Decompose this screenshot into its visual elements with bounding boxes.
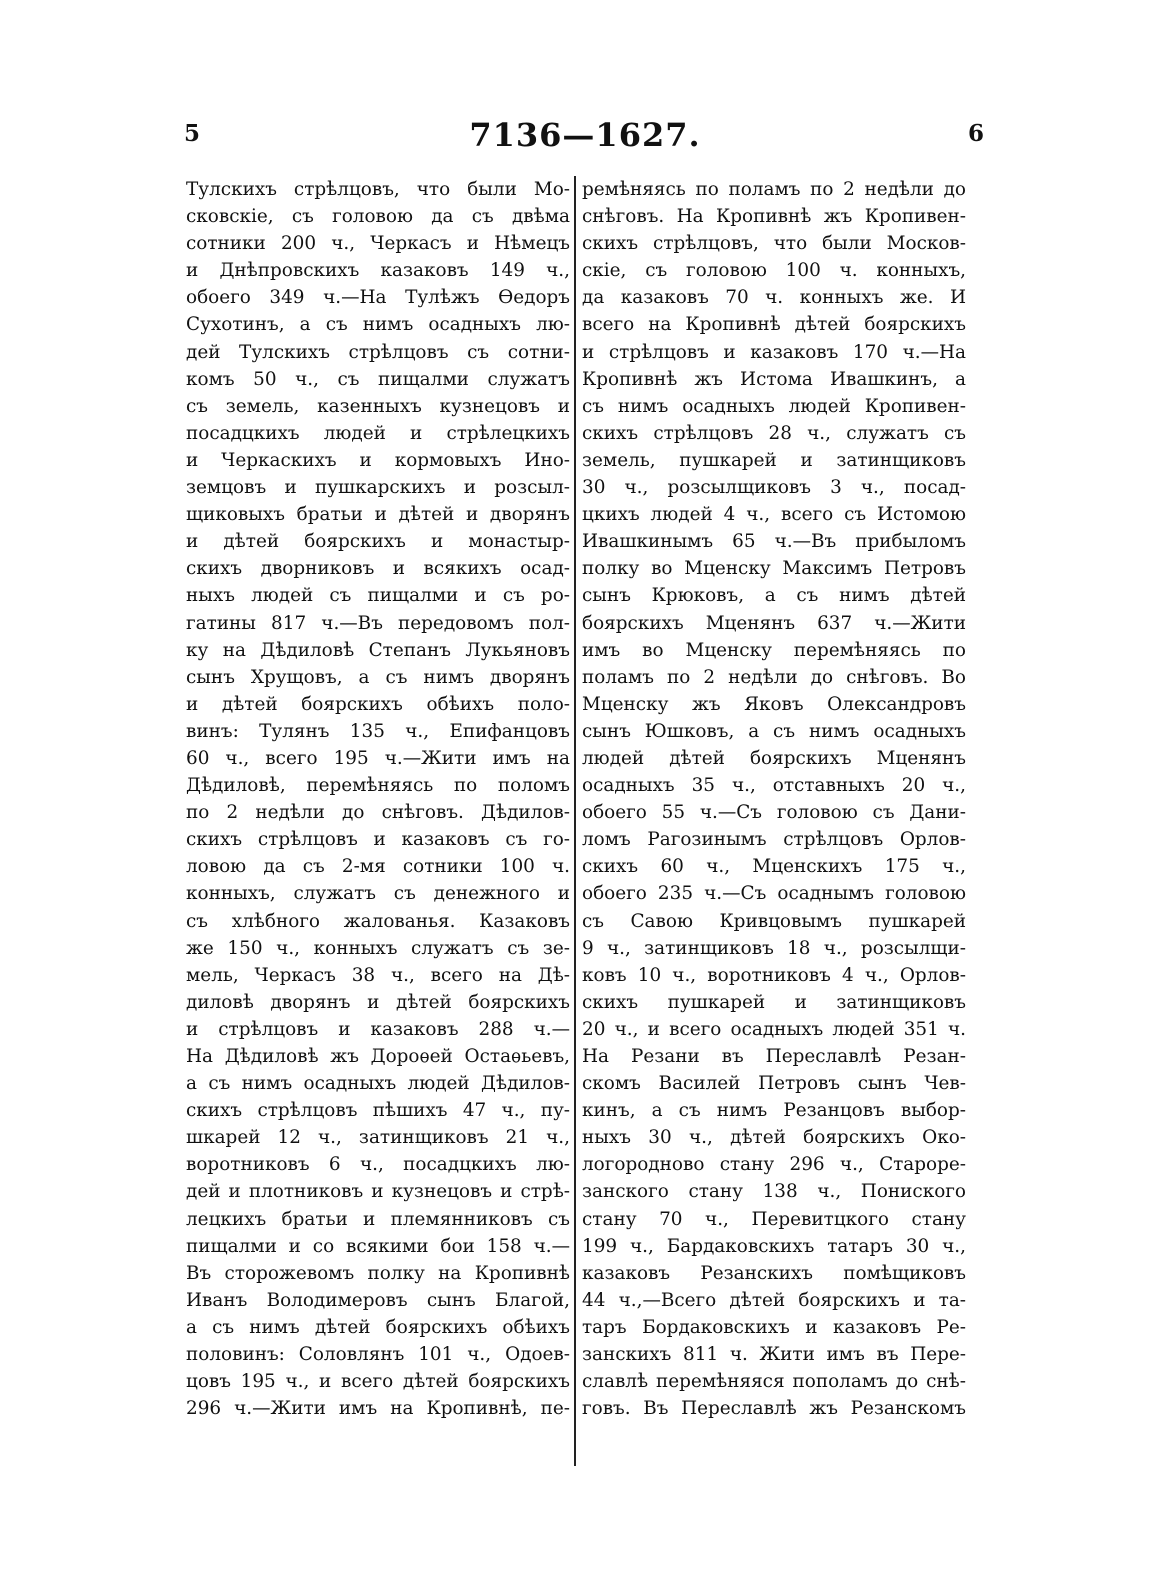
- text-line: занского стану 138 ч., Пониского: [582, 1181, 966, 1203]
- text-line: мель, Черкасъ 38 ч., всего на Дѣ-: [186, 964, 570, 986]
- text-line: комъ 50 ч., съ пищалми служатъ: [186, 368, 570, 390]
- text-line: ловою да съ 2-мя сотники 100 ч.: [186, 856, 570, 878]
- text-line: На Резани въ Переславлѣ Резан-: [582, 1046, 966, 1067]
- text-line: а съ нимъ дѣтей боярскихъ обѣихъ: [186, 1316, 570, 1338]
- left-text-column: [186, 176, 570, 1422]
- text-line: занскихъ 811 ч. Жити имъ въ Пере-: [582, 1344, 966, 1366]
- text-line: же 150 ч., конныхъ служатъ съ зе-: [186, 937, 570, 959]
- text-line: скихъ стрѣлцовъ пѣшихъ 47 ч., пу-: [186, 1100, 570, 1122]
- text-line: диловѣ дворянъ и дѣтей боярскихъ: [186, 991, 570, 1013]
- text-line: и стрѣлцовъ и казаковъ 288 ч.—: [186, 1018, 570, 1040]
- text-line: снѣговъ. На Кропивнѣ жъ Кропивен-: [582, 206, 966, 228]
- text-line: цкихъ людей 4 ч., всего съ Истомою: [582, 504, 966, 526]
- text-line: земель, пушкарей и затинщиковъ: [582, 449, 966, 471]
- text-line: и дѣтей боярскихъ обѣихъ поло-: [186, 693, 570, 715]
- text-line: 30 ч., розсылщиковъ 3 ч., посад-: [582, 477, 966, 499]
- text-line: сынъ Крюковъ, а съ нимъ дѣтей: [582, 585, 966, 607]
- text-line: сынъ Хрущовъ, а съ нимъ дворянъ: [186, 666, 570, 688]
- text-line: ку на Дѣдиловѣ Степанъ Лукьяновъ: [186, 639, 570, 661]
- text-line: обоего 55 ч.—Съ головою съ Дани-: [582, 802, 966, 824]
- text-line: скихъ дворниковъ и всякихъ осад-: [186, 558, 570, 580]
- text-line: 296 ч.—Жити имъ на Кропивнѣ, пе-: [186, 1398, 570, 1420]
- text-line: половинъ: Соловлянъ 101 ч., Одоев-: [186, 1344, 570, 1366]
- text-line: славлѣ перемѣняяся пополамъ до снѣ-: [582, 1371, 966, 1393]
- text-line: всего на Кропивнѣ дѣтей боярскихъ: [582, 314, 966, 336]
- text-line: сотники 200 ч., Черкасъ и Нѣмецъ: [186, 233, 570, 255]
- text-line: да казаковъ 70 ч. конныхъ же. И: [582, 287, 966, 309]
- text-line: сынъ Юшковъ, а съ нимъ осадныхъ: [582, 720, 966, 742]
- text-line: скихъ 60 ч., Мценскихъ 175 ч.,: [582, 856, 966, 878]
- text-line: Кропивнѣ жъ Истома Ивашкинъ, а: [582, 368, 966, 390]
- text-line: дей Тулскихъ стрѣлцовъ съ сотни-: [186, 341, 570, 363]
- text-line: 9 ч., затинщиковъ 18 ч., розсылщи-: [582, 937, 966, 959]
- text-line: пищалми и со всякими бои 158 ч.—: [186, 1235, 570, 1257]
- text-line: Тулскихъ стрѣлцовъ, что были Мо-: [186, 179, 570, 200]
- text-line: съ хлѣбного жалованья. Казаковъ: [186, 910, 570, 932]
- text-line: людей дѣтей боярскихъ Мценянъ: [582, 747, 966, 769]
- column-divider: [574, 176, 576, 1466]
- text-line: и дѣтей боярскихъ и монастыр-: [186, 531, 570, 553]
- text-line: стану 70 ч., Перевитцкого стану: [582, 1208, 966, 1230]
- text-line: скомъ Василей Петровъ сынъ Чев-: [582, 1073, 966, 1095]
- text-line: шкарей 12 ч., затинщиковъ 21 ч.,: [186, 1127, 570, 1149]
- text-line: ремѣняясь по поламъ по 2 недѣли до: [582, 179, 966, 200]
- right-text-column: [582, 176, 966, 1422]
- text-line: цовъ 195 ч., и всего дѣтей боярскихъ: [186, 1371, 570, 1393]
- text-line: ломъ Рагозинымъ стрѣлцовъ Орлов-: [582, 829, 966, 851]
- page-number-right: 6: [967, 120, 984, 147]
- text-line: скихъ пушкарей и затинщиковъ: [582, 991, 966, 1013]
- text-line: ныхъ 30 ч., дѣтей боярскихъ Око-: [582, 1127, 966, 1149]
- text-line: осадныхъ 35 ч., отставныхъ 20 ч.,: [582, 775, 966, 797]
- text-line: таръ Бордаковскихъ и казаковъ Ре-: [582, 1316, 966, 1338]
- text-line: и Днѣпровскихъ казаковъ 149 ч.,: [186, 260, 570, 282]
- page-number-left: 5: [184, 120, 201, 147]
- text-line: и стрѣлцовъ и казаковъ 170 ч.—На: [582, 341, 966, 363]
- text-line: ковъ 10 ч., воротниковъ 4 ч., Орлов-: [582, 964, 966, 986]
- text-line: гатины 817 ч.—Въ передовомъ пол-: [186, 612, 570, 634]
- text-line: боярскихъ Мценянъ 637 ч.—Жити: [582, 612, 966, 634]
- text-line: обоего 349 ч.—На Тулѣжъ Ѳедоръ: [186, 287, 570, 309]
- text-line: съ земель, казенныхъ кузнецовъ и: [186, 395, 570, 417]
- text-line: и Черкаскихъ и кормовыхъ Ино-: [186, 449, 570, 471]
- text-line: ныхъ людей съ пищалми и съ ро-: [186, 585, 570, 607]
- text-line: На Дѣдиловѣ жъ Дороѳей Остаѳьевъ,: [186, 1046, 570, 1067]
- text-line: поламъ по 2 недѣли до снѣговъ. Во: [582, 666, 966, 688]
- text-line: Мценску жъ Яковъ Олександровъ: [582, 693, 966, 715]
- text-line: съ нимъ осадныхъ людей Кропивен-: [582, 395, 966, 417]
- text-line: воротниковъ 6 ч., посадцкихъ лю-: [186, 1154, 570, 1176]
- text-line: 20 ч., и всего осадныхъ людей 351 ч.: [582, 1018, 966, 1040]
- text-line: лецкихъ братьи и племянниковъ съ: [186, 1208, 570, 1230]
- text-line: логородново стану 296 ч., Староре-: [582, 1154, 966, 1176]
- text-line: Въ сторожевомъ полку на Кропивнѣ: [186, 1262, 570, 1284]
- text-line: скихъ стрѣлцовъ и казаковъ съ го-: [186, 829, 570, 851]
- text-line: 60 ч., всего 195 ч.—Жити имъ на: [186, 747, 570, 769]
- text-line: скіе, съ головою 100 ч. конныхъ,: [582, 260, 966, 282]
- text-line: Сухотинъ, а съ нимъ осадныхъ лю-: [186, 314, 570, 336]
- running-head-year: 7136—1627.: [469, 116, 701, 154]
- text-line: говъ. Въ Переславлѣ жъ Резанскомъ: [582, 1398, 966, 1420]
- text-line: кинъ, а съ нимъ Резанцовъ выбор-: [582, 1100, 966, 1122]
- text-line: дей и плотниковъ и кузнецовъ и стрѣ-: [186, 1181, 570, 1203]
- text-line: по 2 недѣли до снѣговъ. Дѣдилов-: [186, 802, 570, 824]
- text-line: съ Савою Кривцовымъ пушкарей: [582, 910, 966, 932]
- text-line: винъ: Тулянъ 135 ч., Епифанцовъ: [186, 720, 570, 742]
- text-line: щиковыхъ братьи и дѣтей и дворянъ: [186, 504, 570, 526]
- text-line: обоего 235 ч.—Съ осаднымъ головою: [582, 883, 966, 905]
- text-line: Ивашкинымъ 65 ч.—Въ прибыломъ: [582, 531, 966, 553]
- text-line: полку во Мценску Максимъ Петровъ: [582, 558, 966, 580]
- text-line: скихъ стрѣлцовъ, что были Москов-: [582, 233, 966, 255]
- text-line: а съ нимъ осадныхъ людей Дѣдилов-: [186, 1073, 570, 1095]
- text-line: 199 ч., Бардаковскихъ татаръ 30 ч.,: [582, 1235, 966, 1257]
- text-line: сковскіе, съ головою да съ двѣма: [186, 206, 570, 228]
- text-line: Иванъ Володимеровъ сынъ Благой,: [186, 1289, 570, 1311]
- text-line: скихъ стрѣлцовъ 28 ч., служатъ съ: [582, 422, 966, 444]
- text-line: 44 ч.,—Всего дѣтей боярскихъ и та-: [582, 1289, 966, 1311]
- text-line: земцовъ и пушкарскихъ и розсыл-: [186, 477, 570, 499]
- text-line: Дѣдиловѣ, перемѣняясь по поломъ: [186, 775, 570, 797]
- page-header: [180, 116, 990, 156]
- text-line: имъ во Мценску перемѣняясь по: [582, 639, 966, 661]
- text-line: посадцкихъ людей и стрѣлецкихъ: [186, 422, 570, 444]
- text-line: казаковъ Резанскихъ помѣщиковъ: [582, 1262, 966, 1284]
- text-line: конныхъ, служатъ съ денежного и: [186, 883, 570, 905]
